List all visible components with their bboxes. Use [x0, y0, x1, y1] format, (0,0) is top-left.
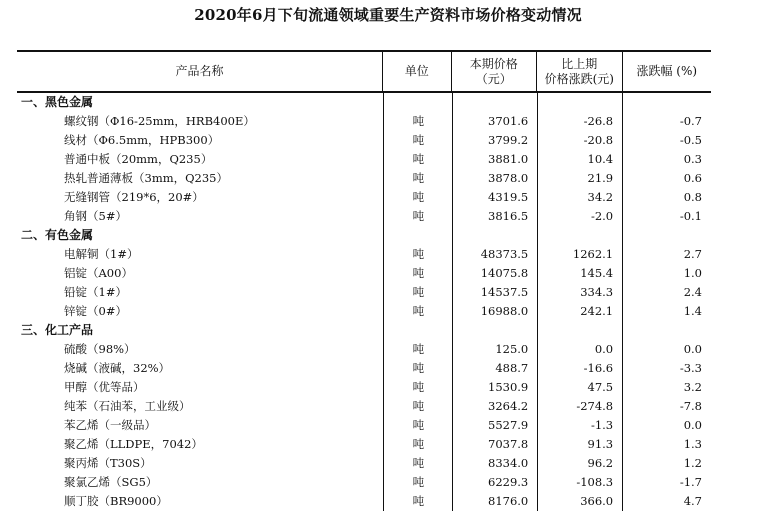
percent-cell: -3.3 [622, 359, 711, 378]
price-cell: 8334.0 [452, 454, 537, 473]
unit-cell: 吨 [383, 340, 452, 359]
header-unit: 单位 [382, 52, 451, 91]
empty-cell [622, 226, 711, 245]
table-row [17, 245, 711, 264]
price-cell: 8176.0 [452, 492, 537, 511]
unit-cell: 吨 [383, 416, 452, 435]
change-cell: 21.9 [537, 169, 622, 188]
change-cell: 10.4 [537, 150, 622, 169]
percent-cell: 0.3 [622, 150, 711, 169]
price-cell: 48373.5 [452, 245, 537, 264]
change-cell: 242.1 [537, 302, 622, 321]
change-cell: -26.8 [537, 112, 622, 131]
section-row [17, 93, 711, 112]
percent-cell: 1.2 [622, 454, 711, 473]
unit-cell: 吨 [383, 112, 452, 131]
empty-cell [452, 321, 537, 340]
table-row [17, 340, 711, 359]
change-cell: 91.3 [537, 435, 622, 454]
section-title: 二、有色金属 [21, 228, 94, 242]
unit-cell: 吨 [383, 169, 452, 188]
product-name-cell: 顺丁胶（BR9000） [64, 494, 168, 508]
percent-cell: 2.4 [622, 283, 711, 302]
empty-cell [537, 321, 622, 340]
product-name-cell: 热轧普通薄板（3mm，Q235） [64, 171, 229, 185]
unit-cell: 吨 [383, 150, 452, 169]
percent-cell: 0.8 [622, 188, 711, 207]
product-name-cell: 聚乙烯（LLDPE，7042） [64, 437, 203, 451]
price-cell: 3799.2 [452, 131, 537, 150]
price-cell: 4319.5 [452, 188, 537, 207]
table-row [17, 188, 711, 207]
price-cell: 14537.5 [452, 283, 537, 302]
table-row [17, 150, 711, 169]
table-body [17, 93, 711, 511]
percent-cell: 1.4 [622, 302, 711, 321]
unit-cell: 吨 [383, 283, 452, 302]
unit-cell: 吨 [383, 473, 452, 492]
change-cell: -20.8 [537, 131, 622, 150]
table-row [17, 454, 711, 473]
empty-cell [383, 321, 452, 340]
price-cell: 125.0 [452, 340, 537, 359]
unit-cell: 吨 [383, 245, 452, 264]
change-cell: -274.8 [537, 397, 622, 416]
header-price-change-line2: 价格涨跌(元) [544, 71, 614, 86]
product-name-cell: 烧碱（液碱，32%） [64, 361, 171, 375]
percent-cell: -0.7 [622, 112, 711, 131]
header-current-price [451, 52, 537, 91]
empty-cell [383, 226, 452, 245]
section-row [17, 226, 711, 245]
table-row [17, 397, 711, 416]
change-cell: 96.2 [537, 454, 622, 473]
change-cell: 334.3 [537, 283, 622, 302]
header-price-change-line1: 比上期 [561, 56, 598, 71]
product-name-cell: 苯乙烯（一级品） [64, 418, 156, 432]
table-row [17, 207, 711, 226]
table-row [17, 359, 711, 378]
percent-cell: -1.7 [622, 473, 711, 492]
percent-cell: 0.6 [622, 169, 711, 188]
table-row [17, 169, 711, 188]
price-cell: 488.7 [452, 359, 537, 378]
price-cell: 1530.9 [452, 378, 537, 397]
product-name-cell: 无缝钢管（219*6，20#） [64, 190, 204, 204]
change-cell: 47.5 [537, 378, 622, 397]
price-cell: 5527.9 [452, 416, 537, 435]
change-cell: 1262.1 [537, 245, 622, 264]
unit-cell: 吨 [383, 302, 452, 321]
header-current-price-line2: （元） [475, 71, 512, 86]
table-row [17, 283, 711, 302]
change-cell: 145.4 [537, 264, 622, 283]
header-current-price-line1: 本期价格 [469, 56, 518, 71]
product-name-cell: 铝锭（A00） [64, 266, 133, 280]
percent-cell: 4.7 [622, 492, 711, 511]
product-name-cell: 角钢（5#） [64, 209, 127, 223]
unit-cell: 吨 [383, 454, 452, 473]
table-row [17, 302, 711, 321]
section-title: 一、黑色金属 [21, 95, 94, 109]
price-table [17, 50, 711, 511]
price-cell: 3816.5 [452, 207, 537, 226]
table-header [17, 52, 711, 93]
product-name-cell: 电解铜（1#） [64, 247, 139, 261]
empty-cell [622, 93, 711, 112]
table-row [17, 473, 711, 492]
unit-cell: 吨 [383, 264, 452, 283]
product-name-cell: 甲醇（优等品） [64, 380, 145, 394]
percent-cell: 2.7 [622, 245, 711, 264]
header-percent-change: 涨跌幅 (%) [622, 52, 711, 91]
percent-cell: -0.5 [622, 131, 711, 150]
price-cell: 3701.6 [452, 112, 537, 131]
change-cell: -1.3 [537, 416, 622, 435]
change-cell: 0.0 [537, 340, 622, 359]
empty-cell [452, 226, 537, 245]
product-name-cell: 纯苯（石油苯，工业级） [64, 399, 191, 413]
change-cell: 34.2 [537, 188, 622, 207]
section-title: 三、化工产品 [21, 323, 94, 337]
unit-cell: 吨 [383, 207, 452, 226]
percent-cell: -0.1 [622, 207, 711, 226]
change-cell: -2.0 [537, 207, 622, 226]
table-row [17, 131, 711, 150]
percent-cell: 0.0 [622, 340, 711, 359]
percent-cell: -7.8 [622, 397, 711, 416]
product-name-cell: 硫酸（98%） [64, 342, 136, 356]
table-row [17, 492, 711, 511]
price-cell: 16988.0 [452, 302, 537, 321]
product-name-cell: 聚丙烯（T30S） [64, 456, 152, 470]
percent-cell: 0.0 [622, 416, 711, 435]
percent-cell: 1.0 [622, 264, 711, 283]
price-cell: 7037.8 [452, 435, 537, 454]
empty-cell [452, 93, 537, 112]
product-name-cell: 铅锭（1#） [64, 285, 127, 299]
table-row [17, 264, 711, 283]
price-cell: 6229.3 [452, 473, 537, 492]
unit-cell: 吨 [383, 131, 452, 150]
product-name-cell: 螺纹钢（Φ16-25mm，HRB400E） [64, 114, 255, 128]
page-title: 2020年6月下旬流通领域重要生产资料市场价格变动情况 [194, 6, 582, 24]
empty-cell [537, 226, 622, 245]
unit-cell: 吨 [383, 378, 452, 397]
product-name-cell: 锌锭（0#） [64, 304, 127, 318]
table-row [17, 112, 711, 131]
empty-cell [383, 93, 452, 112]
percent-cell: 1.3 [622, 435, 711, 454]
unit-cell: 吨 [383, 397, 452, 416]
table-row [17, 416, 711, 435]
empty-cell [537, 93, 622, 112]
price-cell: 3881.0 [452, 150, 537, 169]
product-name-cell: 聚氯乙烯（SG5） [64, 475, 158, 489]
change-cell: 366.0 [537, 492, 622, 511]
price-cell: 3264.2 [452, 397, 537, 416]
table-row [17, 378, 711, 397]
empty-cell [622, 321, 711, 340]
price-cell: 14075.8 [452, 264, 537, 283]
unit-cell: 吨 [383, 435, 452, 454]
change-cell: -108.3 [537, 473, 622, 492]
table-row [17, 435, 711, 454]
header-price-change [536, 52, 622, 91]
unit-cell: 吨 [383, 359, 452, 378]
unit-cell: 吨 [383, 188, 452, 207]
product-name-cell: 普通中板（20mm，Q235） [64, 152, 213, 166]
section-row [17, 321, 711, 340]
percent-cell: 3.2 [622, 378, 711, 397]
product-name-cell: 线材（Φ6.5mm，HPB300） [64, 133, 220, 147]
unit-cell: 吨 [383, 492, 452, 511]
change-cell: -16.6 [537, 359, 622, 378]
price-cell: 3878.0 [452, 169, 537, 188]
header-product-name: 产品名称 [175, 64, 224, 78]
